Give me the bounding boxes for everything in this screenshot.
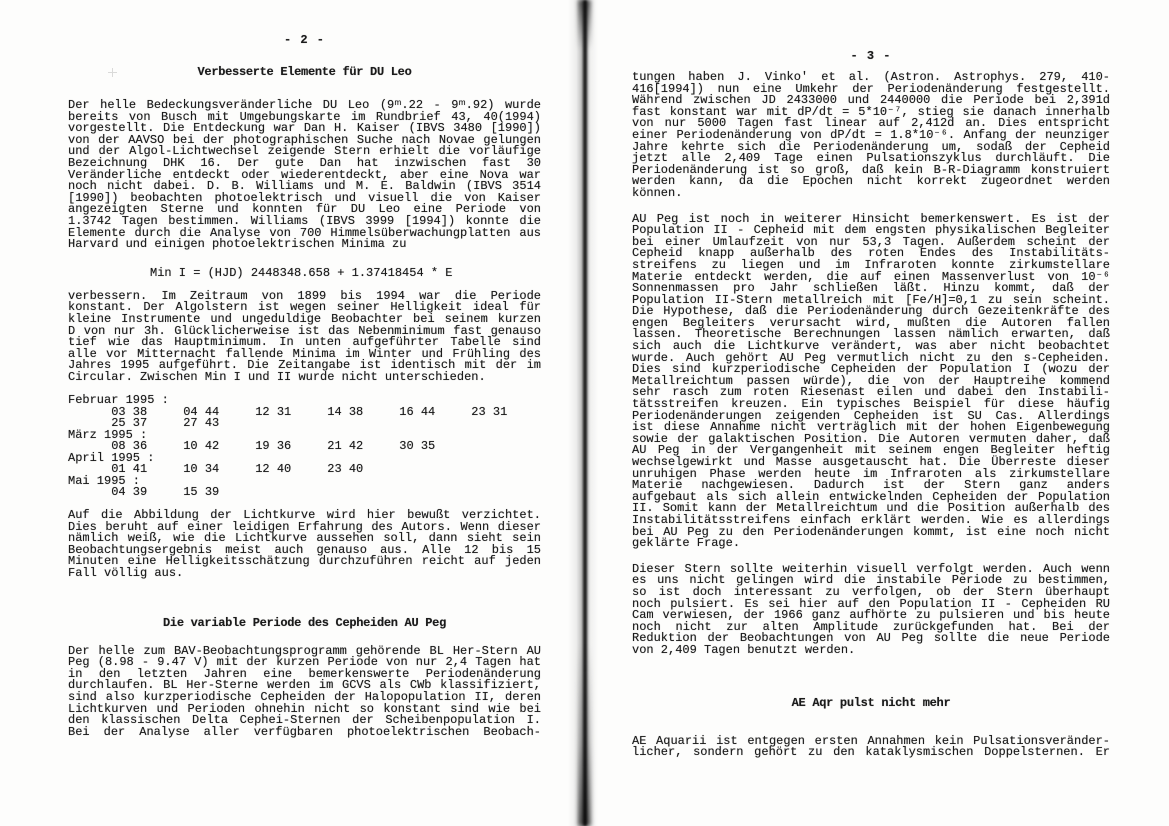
page-2-content [68,66,541,738]
text-line: Jahres 1995 aufgeführt. Die Zeitangabe ist identisch mit der im [68,358,541,373]
text-line: Lichtkurven und Perioden ohnehin nicht so konstant sind wie bei [68,701,541,716]
text-line: Circular. Zwischen Min I und II wurde nicht unterschieden. [68,369,486,384]
text-line: Bezeichnung DHK 16. Der gute Dan hat inzwischen fast 30 [68,155,541,170]
text-line: Dies beruht auf einer leidigen Erfahrung des Autors. Wenn dieser [68,519,541,534]
formula-block: Min I = (HJD) 2448348.658 + 1.37418454 * E [150,265,453,280]
text-line: Die Hypothese, daß die Periodenänderung durch Gezeitenkräfte des [632,304,1110,319]
text-line: ist diese Annahme nicht verträglich mit der hohen Eigenbewegung [632,420,1110,435]
text-line: Periodenänderungen zeigenden Cepheiden ist SU Cas. Allerdings [632,408,1110,423]
text-line: Materie nachgewiesen. Dadurch ist der Stern ganz anders [632,478,1110,493]
text-line: Materie entdeckt werden, die auf einen Massenverlust von 10⁻⁶ [632,269,1110,284]
text-line: und der Algol-Lichtwechsel zeigende Stern erhielt die vorläufige [68,144,541,159]
text-line: Reduktion der Beobachtungen von AU Peg sollte die neue Periode [632,631,1110,646]
text-line: tief wie das Hauptminimum. In unten aufgeführter Tabelle sind [68,335,541,350]
book-fold-shadow [568,0,606,826]
text-line: von der AAVSO bei der photographischen Suche nach Novae gelungen [68,132,541,147]
para-block [68,507,541,580]
text-line: von 2,409 Tagen benutzt werden. [632,642,856,657]
table-block [68,395,541,499]
text-line: Cam verwiesen, der 1966 ganz aufhörte zu pulsieren und bis heute [632,608,1110,623]
text-line: engen Begleiters verursacht wird, mußten die Autoren fallen [632,315,1110,330]
text-line: Population II-Stern metallreich mit [Fe/H]=0,1 zu sein scheint. [632,292,1110,307]
para-block [632,733,1110,760]
text-line: bereits von Busch mit Umgebungskarte im Rundbrief 43, 40(1994) [68,109,541,124]
text-line: tätsstreifen kreuzen. Ein typisches Beispiel für diese häufig [632,397,1110,412]
text-line: streifens zu liegen und im Infraroten konnte zirkumstellare [632,257,1110,272]
page-number-right: - 3 - [850,49,892,63]
text-line: Beobachtungsergebnis meist auch genauso aus. Alle 12 bis 15 [68,542,541,557]
text-line: AE Aquarii ist entgegen ersten Annahmen kein Pulsationsveränder- [632,733,1110,748]
text-line: AU Peg in der Vergangenheit mit seinem engen Begleiter heftig [632,443,1110,458]
text-line: bei einer Umlaufzeit von nur 53,3 Tagen. Außerdem scheint der [632,234,1110,249]
text-line: den klassischen Delta Cephei-Sternen der Scheibenpopulation I. [68,713,541,728]
text-line: Veränderliche entdeckt oder wiederentdeckt, aber eine Nova war [68,167,541,182]
text-line: tungen haben J. Vinko' et al. (Astron. Astrophys. 279, 410- [632,70,1110,84]
text-line: so ist doch interessant zu verfolgen, ob der Stern überhaupt [632,584,1110,599]
text-line: AU Peg ist noch in weiterer Hinsicht bemerkenswert. Es ist der [632,211,1110,226]
text-line: wechselgewirkt und Masse ausgetauscht hat. Die Überreste dieser [632,455,1110,469]
para-block [632,72,1110,200]
text-line: 25 37 27 43 [68,416,220,431]
text-line: es uns nicht gelingen wird die instabile Periode zu bestimmen, [632,573,1110,588]
text-line: April 1995 : [68,450,155,465]
text-line: sind also kurzperiodische Cepheiden der Halopopulation II, deren [68,689,541,704]
text-line: Auf die Abbildung der Lichtkurve wird hier bewußt verzichtet. [68,507,541,522]
text-line: 416[1994]) nun eine Umkehr der Periodenänderung festgestellt. [632,81,1110,96]
text-line: 1.3742 Tagen bestimmen. Williams (IBVS 3999 [1994]) konnte die [68,213,541,228]
text-line: [1990]) beobachten photoelektrisch und visuell die von Kaiser [68,190,541,205]
text-line: Jahre kehrte sich die Periodenänderung um, sodaß der Cepheid [632,139,1110,154]
text-line: licher, sondern gehört zu den kataklysmischen Doppelsternen. Er [632,745,1110,760]
text-line: wurde. Auch gehört AU Peg vermutlich nicht zu den s-Cepheiden. [632,350,1110,365]
fold-end-shadow [578,0,591,826]
text-line: Mai 1995 : [68,473,141,488]
text-line: verbessern. Im Zeitraum von 1899 bis 1994 war die Periode [68,288,541,303]
text-line: Bei der Analyse aller verfügbaren photoelektrischen Beobach- [68,724,541,739]
text-line: sich auch die Lichtkurve verändert, was aber nicht beobachtet [632,339,1110,354]
text-line: sehr rasch zum roten Riesenast eilen und dabei den Instabili- [632,385,1110,400]
text-line: 03 38 04 44 12 31 14 38 16 44 23 31 [68,404,508,419]
text-line: Metallreichtum passen würde), die von der Hauptreihe kommend [632,373,1110,388]
text-line: 01 41 10 34 12 40 23 40 [68,462,364,477]
text-line: unruhigen Phase werden heute im Infraroten als zirkumstellare [632,466,1110,481]
text-line: Während zwischen JD 2433000 und 2440000 die Periode bei 2,391d [632,93,1110,108]
text-line: durchlaufen. BL Her-Sterne werden im GCVS als CWb klassifiziert, [68,678,541,693]
text-line: fast konstant war mit dP/dt = 5*10⁻⁷, stieg sie danach innerhalb [632,104,1110,119]
text-line: Elemente durch die Analyse von 700 Himmelsüberwachungplatten aus [68,225,541,240]
text-line: kleine Instrumente und ungeduldige Beobachter bei seinem kurzen [68,311,541,326]
section-heading: Verbesserte Elemente für DU Leo [197,65,412,79]
page-number-left: - 2 - [283,33,325,47]
text-line: Population II - Cepheid mit dem engsten physikalischen Begleiter [632,223,1110,238]
text-line: Peg (8.98 - 9.47 V) mit der kurzen Periode von nur 2,4 Tagen hat [68,655,541,670]
section-heading: Die variable Periode des Cepheiden AU Peg [163,615,446,630]
para-block [68,100,541,251]
text-line: D von nur 3h. Glücklicherweise ist das Nebenminimum fast genauso [68,323,541,338]
text-line: können. [632,185,683,200]
text-line: Februar 1995 : [68,393,169,408]
page-3-content [632,72,1110,759]
text-line: Dieser Stern sollte weiterhin visuell verfolgt werden. Auch wenn [632,561,1110,576]
text-line: Instabilitätsstreifens einfach erklärt werden. Wie es allerdings [632,512,1110,527]
text-line: Sonnenmassen pro Jahr schließen läßt. Hinzu kommt, daß der [632,281,1110,296]
text-line: noch nicht zur alten Amplitude zurückgefunden hat. Bei der [632,619,1110,634]
page-3 [632,50,1110,759]
para-block [68,643,541,739]
text-line: geklärte Frage. [632,536,741,551]
text-line: alle vor Mitternacht fallende Minima im Winter und Frühling des [68,346,541,361]
text-line: II. Somit kann der Metallreichtum und die Position außerhalb des [632,501,1110,516]
text-line: angezeigten Sterne und konnten für DU Leo eine Periode von [68,202,541,217]
para-block [632,561,1110,657]
text-line: jetzt alle 2,409 Tage einen Pulsationszyklus durchläuft. Die [632,151,1110,166]
text-line: von nur 5000 Tagen fast linear auf 2,412d an. Dies entspricht [632,116,1110,131]
text-line: Harvard und einigen photoelektrischen Minima zu [68,237,407,252]
text-line: konstant. Der Algolstern ist wegen seiner Helligkeit ideal für [68,300,541,315]
text-line: noch pulsiert. Es sei hier auf den Population II - Cepheiden RU [632,596,1110,611]
text-line: lassen. Theoretische Berechnungen lassen nämlich erwarten, daß [632,327,1110,342]
para-block [632,211,1110,551]
text-line: Minuten eine Helligkeitsschätzung durchzuführen reicht auf jeden [68,554,541,569]
scan-artifact-mark [108,68,117,77]
text-line: bei AU Peg zu den Periodenänderungen kommt, ist eine noch nicht [632,524,1110,539]
text-line: Cepheid knapp außerhalb des roten Endes des Instabilitäts- [632,246,1110,261]
text-line: noch nicht dabei. D. B. Williams und M. E. Baldwin (IBVS 3514 [68,179,541,194]
text-line: sowie der galaktischen Position. Die Autoren vermuten daher, daß [632,431,1110,446]
text-line: vorgestellt. Die Entdeckung war Dan H. Kaiser (IBVS 3480 [1990]) [68,121,541,136]
page-2 [68,34,541,738]
text-line: 04 39 15 39 [68,485,220,500]
text-line: Der helle Bedeckungsveränderliche DU Leo (9ᵐ.22 - 9ᵐ.92) wurde [68,98,541,112]
text-line: Fall völlig aus. [68,565,184,580]
text-line: in den letzten Jahren eine bemerkenswerte Periodenänderung [68,666,541,681]
text-line: werden kann, da die Epochen nicht korrekt zugeordnet werden [632,174,1110,189]
para-block [68,288,541,384]
text-line: aufgebaut als sich allein entwickelnden Cepheiden der Population [632,489,1110,504]
section-heading: AE Aqr pulst nicht mehr [791,695,951,710]
text-line: Periodenänderung ist so groß, daß kein B-R-Diagramm konstruiert [632,162,1110,177]
text-line: nämlich weiß, wie die Lichtkurve aussehen soll, dann sieht sein [68,531,541,546]
text-line: März 1995 : [68,427,148,442]
text-line: Der helle zum BAV-Beobachtungsprogramm gehörende BL Her-Stern AU [68,643,541,658]
text-line: Dies sind kurzperiodische Cepheiden der Population I (wozu der [632,362,1110,377]
text-line: einer Periodenänderung von dP/dt = 1.8*10⁻⁶. Anfang der neunziger [632,127,1110,142]
text-line: 08 36 10 42 19 36 21 42 30 35 [68,439,436,454]
